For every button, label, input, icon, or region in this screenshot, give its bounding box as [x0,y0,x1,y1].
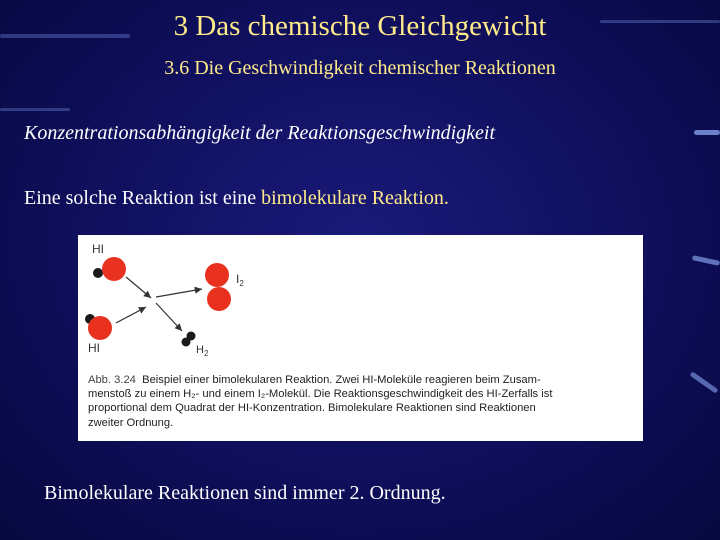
intro-sentence-highlight: bimolekulare Reaktion. [261,187,449,209]
iodine-atom [102,257,126,281]
hydrogen-atom [93,268,103,278]
intro-sentence [24,187,449,210]
background-streak [689,371,718,393]
slide-subtitle: 3.6 Die Geschwindigkeit chemischer Reaktionen [164,57,556,79]
caption-line: zweiter Ordnung. [88,416,174,429]
figure-caption [88,373,643,430]
summary-sentence: Bimolekulare Reaktionen sind immer 2. Ordnung. [44,482,446,504]
reaction-figure [78,235,643,441]
reaction-arrow [126,277,151,298]
caption-line: menstoß zu einem H₂- und einem I₂-Molekül. Die Reaktionsgeschwindigkeit des HI-Zerfalls ist [88,388,553,401]
iodine-atom [207,287,231,311]
reaction-arrow [156,289,202,297]
reaction-arrow [156,303,182,331]
caption-text: Beispiel einer bimolekularen Reaktion. Zwei HI-Moleküle reagieren beim Zusam- [142,374,541,386]
background-streak [692,255,720,266]
background-streak [0,108,70,111]
slide-title: 3 Das chemische Gleichgewicht [173,10,547,42]
iodine-atom [88,316,112,340]
label-h2: $H_2$ [196,344,209,358]
section-heading: Konzentrationsabhängigkeit der Reaktionsgeschwindigkeit [24,122,496,144]
label-hi-bottom: HI [88,341,100,355]
intro-sentence-prefix: Eine solche Reaktion ist eine [24,187,262,209]
iodine-atom [205,263,229,287]
label-hi-top: HI [92,242,104,256]
caption-line: proportional dem Quadrat der HI-Konzentration. Bimolekulare Reaktionen sind Reaktionen [88,402,536,415]
hydrogen-atom [187,332,196,341]
reaction-arrow [116,307,146,323]
label-i2: $I_2$ [236,272,244,288]
background-streak [694,130,720,135]
caption-line [88,373,643,387]
caption-figure-number: Abb. 3.24 [88,374,136,386]
